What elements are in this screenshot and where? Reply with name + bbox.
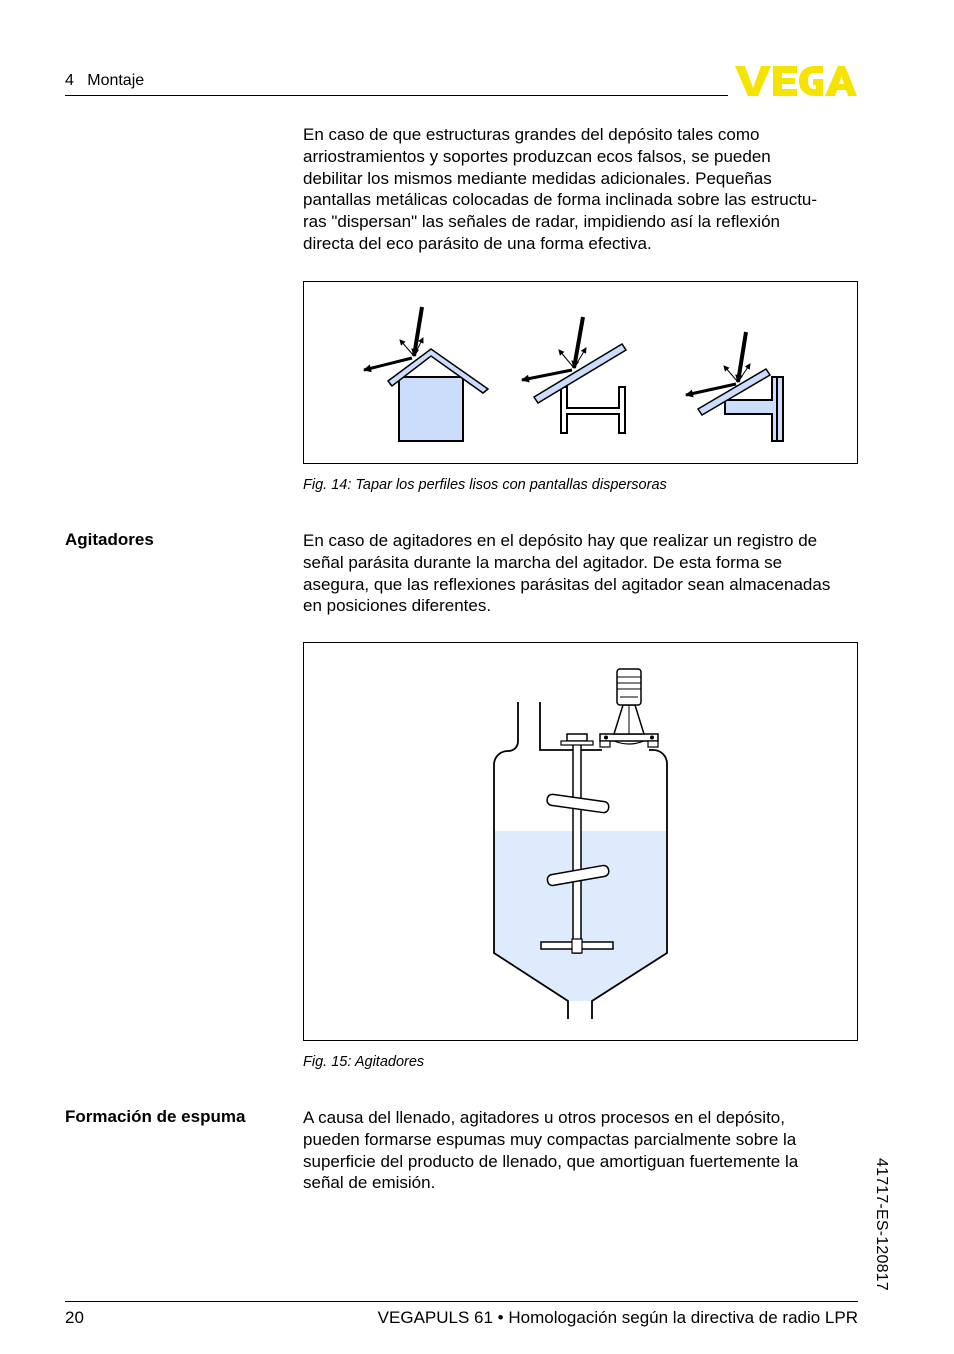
vega-logo bbox=[735, 64, 857, 103]
agitadores-heading: Agitadores bbox=[65, 530, 154, 549]
roof-deflector-group bbox=[364, 307, 488, 441]
header-section-title: 4 Montaje bbox=[65, 72, 145, 89]
figure-15-caption: Fig. 15: Agitadores bbox=[303, 1054, 425, 1070]
ibeam-deflector-group bbox=[522, 317, 626, 433]
figure-14-box bbox=[303, 281, 858, 464]
tprofile-deflector-group bbox=[686, 332, 783, 441]
espuma-line: pueden formarse espumas muy compactas parcialmente sobre la bbox=[303, 1129, 797, 1149]
espuma-paragraph bbox=[303, 1107, 863, 1194]
espuma-heading: Formación de espuma bbox=[65, 1107, 246, 1126]
intro-line: arriostramientos y soportes produzcan ecos falsos, se pueden bbox=[303, 146, 771, 166]
deflector-diagram bbox=[304, 282, 857, 463]
agitadores-line: señal parásita durante la marcha del agitador. De esta forma se bbox=[303, 552, 783, 572]
intro-line: debilitar los mismos mediante medidas adicionales. Pequeñas bbox=[303, 168, 772, 188]
espuma-line: señal de emisión. bbox=[303, 1173, 436, 1193]
agitator-tank-diagram bbox=[304, 643, 857, 1040]
footer-rule bbox=[65, 1301, 858, 1302]
intro-paragraph bbox=[303, 124, 863, 255]
agitator-shaft bbox=[573, 741, 581, 953]
radar-sensor-housing bbox=[617, 669, 641, 705]
figure-14-caption: Fig. 14: Tapar los perfiles lisos con pantallas dispersoras bbox=[303, 477, 667, 493]
agitadores-line: en posiciones diferentes. bbox=[303, 596, 492, 616]
agitadores-line: asegura, que las reflexiones parásitas del agitador sean almacenadas bbox=[303, 574, 831, 594]
page-number: 20 bbox=[65, 1308, 84, 1327]
intro-line: pantallas metálicas colocadas de forma inclinada sobre las estructu- bbox=[303, 190, 818, 210]
intro-line: En caso de que estructuras grandes del depósito tales como bbox=[303, 125, 760, 144]
espuma-line: superficie del producto de llenado, que amortiguan fuertemente la bbox=[303, 1151, 799, 1171]
sensor-flange bbox=[600, 734, 658, 741]
document-id-vertical: 41717-ES-120817 bbox=[873, 1158, 890, 1291]
figure-15-box bbox=[303, 642, 858, 1041]
agitadores-paragraph bbox=[303, 530, 863, 617]
agitadores-line: En caso de agitadores en el depósito hay que realizar un registro de bbox=[303, 531, 818, 550]
footer-title: VEGAPULS 61 • Homologación según la directiva de radio LPR bbox=[377, 1308, 858, 1327]
intro-line: ras "dispersan" las señales de radar, impidiendo así la reflexión bbox=[303, 212, 780, 232]
header-rule bbox=[65, 95, 728, 96]
espuma-line: A causa del llenado, agitadores u otros procesos en el depósito, bbox=[303, 1108, 785, 1127]
intro-line: directa del eco parásito de una forma efectiva. bbox=[303, 233, 652, 253]
